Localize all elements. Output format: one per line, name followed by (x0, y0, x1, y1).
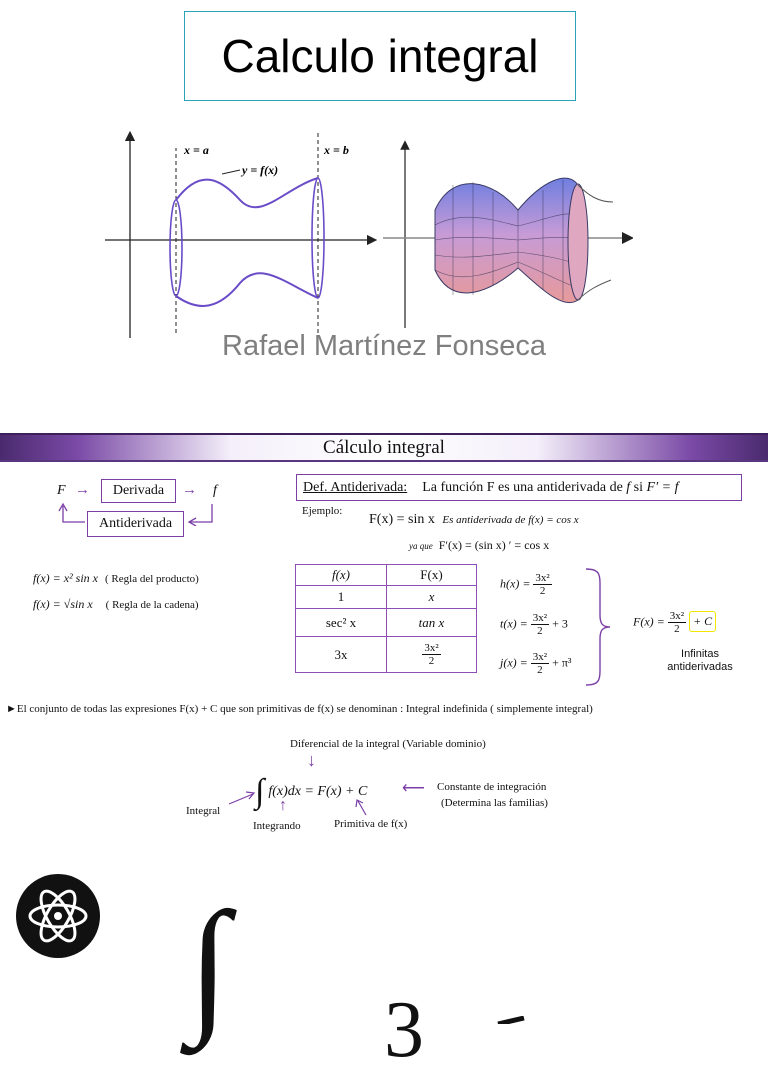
big-partial: 3 (384, 986, 424, 1074)
table-cell: 3x (296, 637, 387, 673)
rule-row (33, 571, 199, 586)
integral-label: Integral (186, 805, 221, 817)
family-lhs: j(x) = (500, 655, 528, 670)
frac-den: 2 (537, 664, 543, 676)
curly-brace-icon (584, 567, 624, 687)
statement: ►El conjunto de todas las expresiones F(x) + C que son primitivas de f(x) se denominan : Integral indefinida ( simplemente integral) (6, 703, 593, 715)
partial-glyph-icon (490, 1016, 530, 1024)
family-tail: + 3 (552, 616, 568, 631)
fraction (533, 572, 551, 597)
example-label: Ejemplo: (302, 505, 343, 517)
table-frac-num: 3x² (424, 642, 439, 654)
label-y-fx: y = f(x) (242, 163, 279, 177)
arrow-left-icon: ⟵ (402, 780, 425, 797)
infinite-note-2: antiderivadas (667, 661, 733, 673)
table-row (296, 586, 477, 609)
infinite-note-1: Infinitas (681, 648, 719, 660)
antiderivative-table (295, 564, 477, 673)
frac-num: 3x² (532, 612, 548, 624)
derivada-box: Derivada (101, 479, 176, 503)
frac-num: 3x² (532, 651, 548, 663)
rule-expr: f(x) = √sin x (33, 597, 93, 611)
table-row (296, 637, 477, 673)
table-frac-den: 2 (428, 655, 435, 667)
family-lhs: t(x) = (500, 616, 528, 631)
example-line2 (409, 538, 549, 553)
diagram-f: f (213, 483, 217, 498)
definition-f: f (626, 480, 631, 495)
revolution-curve-figure (100, 128, 380, 338)
example-line2-pre: ya que (409, 541, 433, 551)
table-cell: x (387, 586, 477, 609)
frac-den: 2 (539, 585, 546, 597)
page-title: Calculo integral (221, 30, 539, 82)
table-header-row (296, 565, 477, 586)
arrow-back-icon (186, 502, 216, 526)
label-x-a: x = a (184, 143, 209, 157)
rule-note: ( Regla de la cadena) (105, 599, 199, 611)
definition-eq: F′ = f (646, 480, 679, 495)
table-cell: tan x (387, 609, 477, 637)
arrow-diagonal-icon (354, 798, 370, 816)
arrow-back-icon (56, 502, 86, 526)
arrow-up-icon: ↑ (279, 797, 287, 814)
table-header: f(x) (296, 565, 387, 586)
example-line1-lhs: F(x) = sin x (369, 512, 435, 527)
definition-text: La función F es una antiderivada de (422, 480, 623, 495)
family-row (500, 651, 572, 676)
definition-box (296, 474, 742, 501)
general-antiderivative (633, 610, 716, 635)
rule-note: ( Regla del producto) (105, 573, 199, 585)
fraction (422, 642, 440, 667)
family-tail: + π³ (552, 655, 572, 670)
integral-sign: ∫ (255, 773, 265, 810)
big-integral: ∫ (188, 882, 230, 1048)
table-cell: sec² x (296, 609, 387, 637)
example-line1-rhs: Es antiderivada de f(x) = cos x (442, 514, 579, 526)
primitive-label: Primitiva de f(x) (334, 818, 408, 830)
title-box (184, 11, 576, 101)
slide-header: Cálculo integral (0, 433, 768, 462)
general-lhs: F(x) = (633, 614, 665, 629)
family-lhs: h(x) = (500, 576, 531, 591)
integrand-label: Integrando (253, 820, 301, 832)
family-row (500, 572, 552, 597)
atom-icon (16, 874, 100, 958)
label-x-b: x = b (324, 143, 349, 157)
frac-num: 3x² (669, 610, 685, 622)
frac-num: 3x² (535, 572, 550, 584)
arrow-right-icon: → (182, 482, 197, 498)
arrow-diagonal-icon (227, 790, 257, 806)
definition-si: si (633, 480, 644, 495)
table-cell (387, 637, 477, 673)
fraction (668, 610, 686, 635)
antiderivada-box: Antiderivada (87, 511, 184, 537)
constant-c: + C (689, 611, 716, 632)
frac-den: 2 (537, 625, 543, 637)
rule-expr: f(x) = x² sin x (33, 571, 99, 585)
constant-label: Constante de integración (437, 781, 547, 793)
example-line2-eq: F′(x) = (sin x) ′ = cos x (438, 538, 550, 552)
arrow-down-icon: ↓ (307, 750, 316, 770)
infinite-note (650, 648, 750, 674)
author-name: Rafael Martínez Fonseca (222, 330, 546, 362)
rule-row (33, 597, 199, 612)
constant-note: (Determina las familias) (441, 797, 548, 809)
differential-label: Diferencial de la integral (Variable dominio) (290, 738, 486, 750)
definition-label: Def. Antiderivada: (303, 480, 408, 495)
frac-den: 2 (674, 623, 680, 635)
table-row (296, 609, 477, 637)
integral-body: f(x)dx = F(x) + C (268, 784, 368, 799)
fraction (531, 612, 549, 637)
family-row (500, 612, 568, 637)
table-cell: 1 (296, 586, 387, 609)
arrow-right-icon: → (75, 482, 90, 498)
table-header: F(x) (387, 565, 477, 586)
diagram-F: F (57, 483, 66, 498)
solid-of-revolution-figure (383, 140, 633, 330)
fraction (531, 651, 549, 676)
example-line1 (369, 512, 579, 528)
integral-expression (255, 773, 367, 811)
